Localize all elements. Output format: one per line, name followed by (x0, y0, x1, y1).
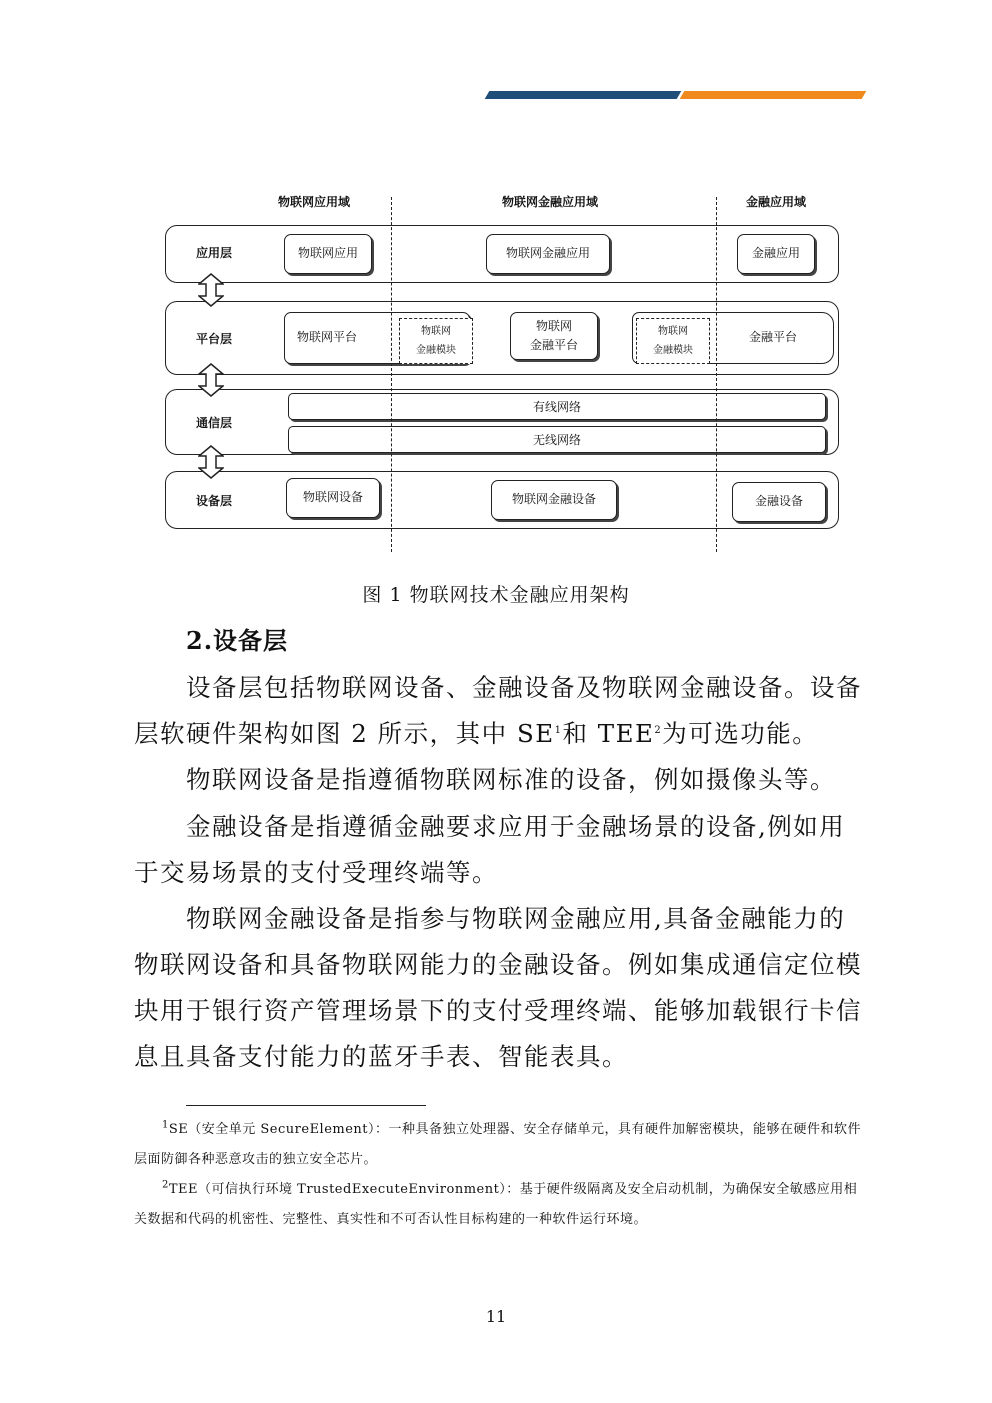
box-finance-application: 金融应用 (737, 234, 815, 274)
double-arrow-icon (198, 445, 224, 479)
box-iot-finance-device: 物联网金融设备 (491, 480, 617, 520)
layer-device (165, 471, 839, 529)
p1-text-a: 设备层包括物联网设备、金融设备及物联网金融设备。设备层软硬件架构如图 2 所示，其中 SE (134, 673, 862, 748)
p1-text-c: 为可选功能。 (662, 719, 819, 748)
domain-divider-left (391, 197, 392, 552)
footnote-2-mark: 2 (162, 1179, 169, 1191)
architecture-diagram (160, 185, 850, 555)
module-left-line2: 金融模块 (416, 345, 456, 356)
layer-communication (165, 389, 839, 455)
module-right-line2: 金融模块 (653, 345, 693, 356)
bar-wired-network: 有线网络 (288, 393, 826, 420)
box-iot-device: 物联网设备 (286, 478, 380, 518)
layer-platform (165, 301, 839, 375)
iot-fin-platform-line2: 金融平台 (529, 338, 578, 352)
section-heading: 2.设备层 (186, 626, 289, 655)
footnote-ref-1: 1 (554, 724, 563, 736)
module-left-line1: 物联网 (421, 326, 451, 337)
double-arrow-icon (198, 273, 224, 307)
module-right-line1: 物联网 (658, 326, 688, 337)
box-module-left (399, 318, 473, 364)
box-module-right (636, 318, 710, 364)
footnote-ref-2: 2 (654, 724, 663, 736)
layer-label-platform: 平台层 (196, 332, 233, 346)
header-bar-blue (485, 91, 682, 99)
box-finance-device: 金融设备 (732, 482, 826, 522)
footnote-1-mark: 1 (162, 1119, 169, 1131)
footnote-separator (186, 1105, 426, 1106)
layer-label-device: 设备层 (196, 494, 233, 508)
domain-iot-app: 物联网应用域 (278, 195, 351, 209)
layer-application (165, 225, 839, 283)
box-iot-finance-application: 物联网金融应用 (486, 234, 610, 274)
layer-label-communication: 通信层 (196, 416, 233, 430)
domain-iot-finance-app: 物联网金融应用域 (502, 195, 599, 209)
paragraph-4: 物联网金融设备是指参与物联网金融应用,具备金融能力的物联网设备和具备物联网能力的金融设备。例如集成通信定位模块用于银行资产管理场景下的支付受理终端、能够加载银行卡信息且具备支付能力的蓝牙手表、智能表具。 (134, 904, 862, 1071)
figure-caption: 图 1 物联网技术金融应用架构 (362, 584, 630, 606)
p1-text-b: 和 TEE (562, 719, 655, 748)
box-iot-finance-platform (510, 312, 598, 360)
paragraph-3: 金融设备是指遵循金融要求应用于金融场景的设备,例如用于交易场景的支付受理终端等。 (134, 812, 846, 887)
footnote-1 (134, 1115, 870, 1175)
layer-label-application: 应用层 (196, 246, 233, 260)
footnote-2 (134, 1175, 870, 1235)
paragraph-1 (134, 665, 870, 757)
box-iot-platform-label: 物联网平台 (297, 330, 358, 345)
bar-wireless-network: 无线网络 (288, 426, 826, 453)
domain-finance-app: 金融应用域 (746, 195, 807, 209)
header-bar-orange (680, 91, 867, 99)
box-iot-application: 物联网应用 (284, 234, 372, 274)
footnote-1-text: SE（安全单元 SecureElement）：一种具备独立处理器、安全存储单元，具有硬件加解密模块，能够在硬件和软件层面防御各种恶意攻击的独立安全芯片。 (134, 1122, 862, 1167)
domain-divider-right (716, 197, 717, 552)
page-number: 11 (485, 1307, 507, 1326)
double-arrow-icon (198, 363, 224, 397)
box-finance-platform-label: 金融平台 (748, 330, 797, 345)
paragraph-2: 物联网设备是指遵循物联网标准的设备，例如摄像头等。 (186, 765, 836, 794)
iot-fin-platform-line1: 物联网 (535, 318, 572, 333)
footnote-2-text: TEE（可信执行环境 TrustedExecuteEnvironment）：基于硬件级隔离及安全启动机制，为确保安全敏感应用相关数据和代码的机密性、完整性、真实性和不可否认性目标构建的一种软件运行环境。 (134, 1182, 858, 1227)
